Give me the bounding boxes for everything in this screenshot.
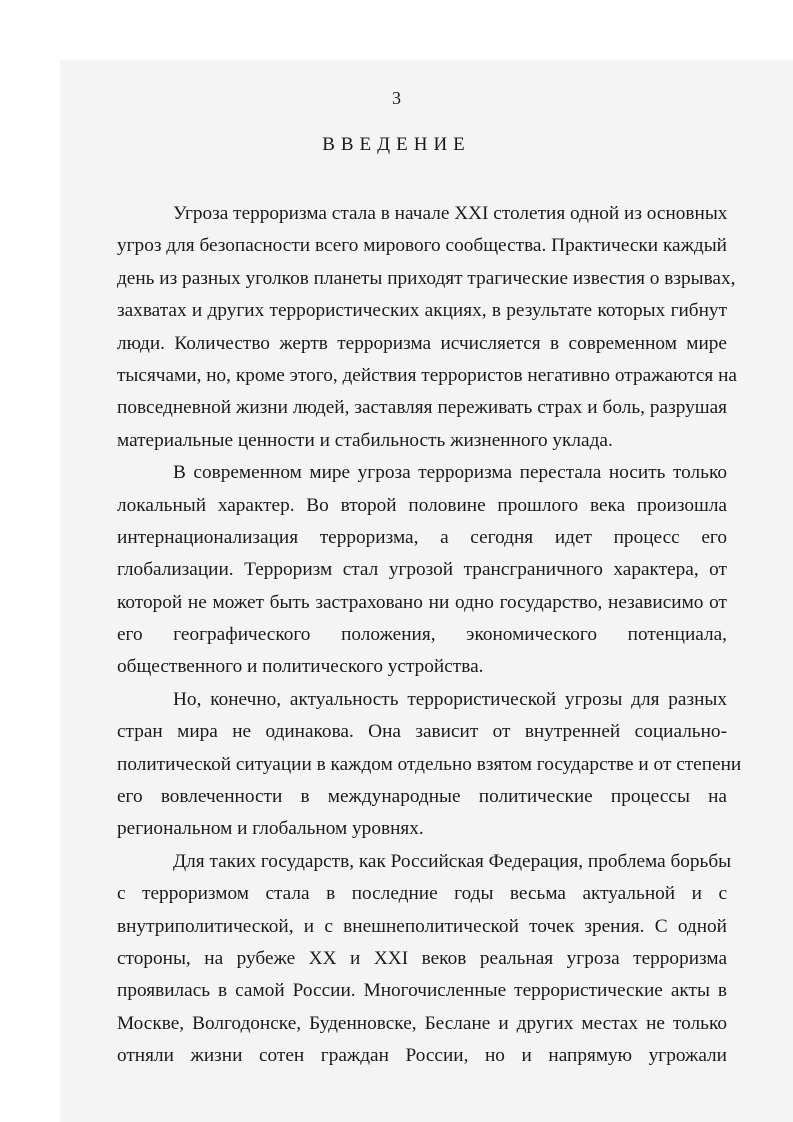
text-line: региональном и глобальном уровнях. [117,818,424,840]
text-line: Для таких государств, как Российская Федерация, проблема борьбы [173,850,732,872]
text-line: его вовлеченности в международные политические процессы на [117,786,727,808]
text-line: люди. Количество жертв терроризма исчисляется в современном мире [117,332,727,354]
paragraph [117,684,742,846]
text-line: повседневной жизни людей, заставляя переживать страх и боль, разрушая [117,397,727,419]
text-line: локальный характер. Во второй половине прошлого века произошла [117,494,727,516]
text-line: которой не может быть застраховано ни одно государство, независимо от [117,591,727,613]
text-line: отняли жизни сотен граждан России, но и напрямую угрожали [117,1045,727,1067]
text-line: Но, конечно, актуальность террористической угрозы для разных [173,688,727,710]
paragraph [117,846,732,1073]
text-line: внутриполитической, и с внешнеполитической точек зрения. С одной [117,915,727,937]
text-line: В современном мире угроза терроризма перестала носить только [173,462,727,484]
text-line: интернационализация терроризма, а сегодня идет процесс его [117,526,727,548]
text-line: политической ситуации в каждом отдельно взятом государстве и от степени [117,753,742,775]
text-line: Москве, Волгодонске, Буденновске, Беслане и других местах не только [117,1012,727,1034]
text-line: угроз для безопасности всего мирового сообщества. Практически каждый [117,235,727,257]
text-line: с терроризмом стала в последние годы весьма актуальной и с [117,883,727,905]
page-title: ВВЕДЕНИЕ [322,134,471,155]
text-line: стороны, на рубеже XX и XXI веков реальная угроза терроризма [117,947,727,969]
text-line: тысячами, но, кроме этого, действия террористов негативно отражаются на [117,364,737,386]
document-body [117,198,742,1073]
paragraph [117,457,727,684]
text-line: материальные ценности и стабильность жизненного уклада. [117,429,613,451]
text-line: захватах и других террористических акциях, в результате которых гибнут [117,300,727,322]
text-line: глобализации. Терроризм стал угрозой трансграничного характера, от [117,559,727,581]
text-line: день из разных уголков планеты приходят трагические известия о взрывах, [117,267,736,289]
text-line: общественного и политического устройства. [117,656,484,678]
text-line: Угроза терроризма стала в начале XXI столетия одной из основных [173,203,728,224]
text-line: его географического положения, экономического потенциала, [117,624,727,646]
paragraph [117,198,737,457]
text-line: стран мира не одинакова. Она зависит от внутренней социально- [117,721,727,743]
text-line: проявилась в самой России. Многочисленные террористические акты в [117,980,727,1002]
page-number: 3 [392,88,401,108]
